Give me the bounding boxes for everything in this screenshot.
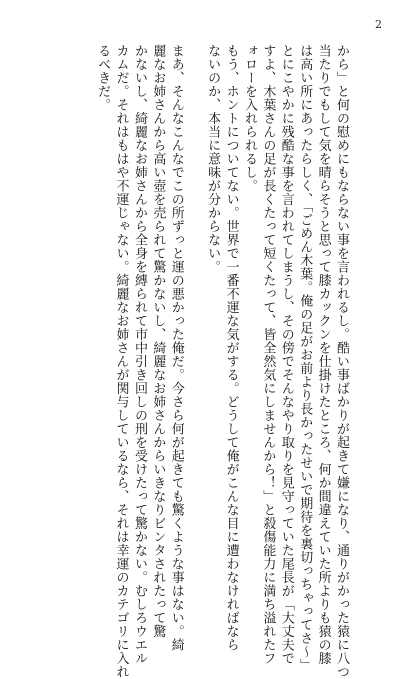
paragraph [203,44,350,679]
text-line: 当たりでもして気を晴らそうと思って膝カックンを仕掛けたところ、何か間違えていた所よりも猿の膝 [315,44,331,665]
text-line: は高い所にあったらしく、「ごめん木葉。俺の足がお前より長かったせいで期待を裏切っちゃってさ～」 [297,44,313,672]
text-line: カムだ。それはもはや不運じゃない。綺麗なお姉さんが関与しているなら、それは幸運のカテゴリに入れ [113,44,129,679]
text-line: るべきだ。 [95,44,111,112]
vertical-text-body [64,44,350,679]
text-line: まあ、そんなこんなでこの所ずっと運の悪かった俺だ。今さら何が起きても驚くような事はない。綺 [168,44,184,652]
text-line: 麗なお姉さんから高い壺を売られて驚かないし、綺麗なお姉さんからいきなりビンタされたって驚 [150,44,166,638]
page-number: 2 [375,18,382,31]
text-line: とにこやかに残酷な事を言われてしまうし、その傍でそんなやり取りを見守っていた尾長が「大丈夫で [278,44,294,665]
paragraph-gap [185,44,203,504]
text-line: ないのか、本当に意味が分からない。 [205,44,221,274]
text-line: もう、ホントについてない。世界で一番不運な気がする。どうして俺がこんな目に遭わなければなら [223,44,239,652]
text-line: ォローを入れられるし。 [241,44,257,193]
text-line: すよ、木葉さんの足が長くたって短くたって、皆全然気にしませんから！」と殺傷能力に満ち溢れたフ [260,44,276,665]
text-line: かないし、綺麗なお姉さんから全身を縛られて市中引き回しの刑を受けたって驚かない。むしろウエル [131,44,147,665]
text-line: から」と何の慰めにもならない事を言われるし。酷い事ばかりが起きて嫌になり、通りがかった猿に八つ [334,44,349,679]
paragraph [93,44,185,679]
